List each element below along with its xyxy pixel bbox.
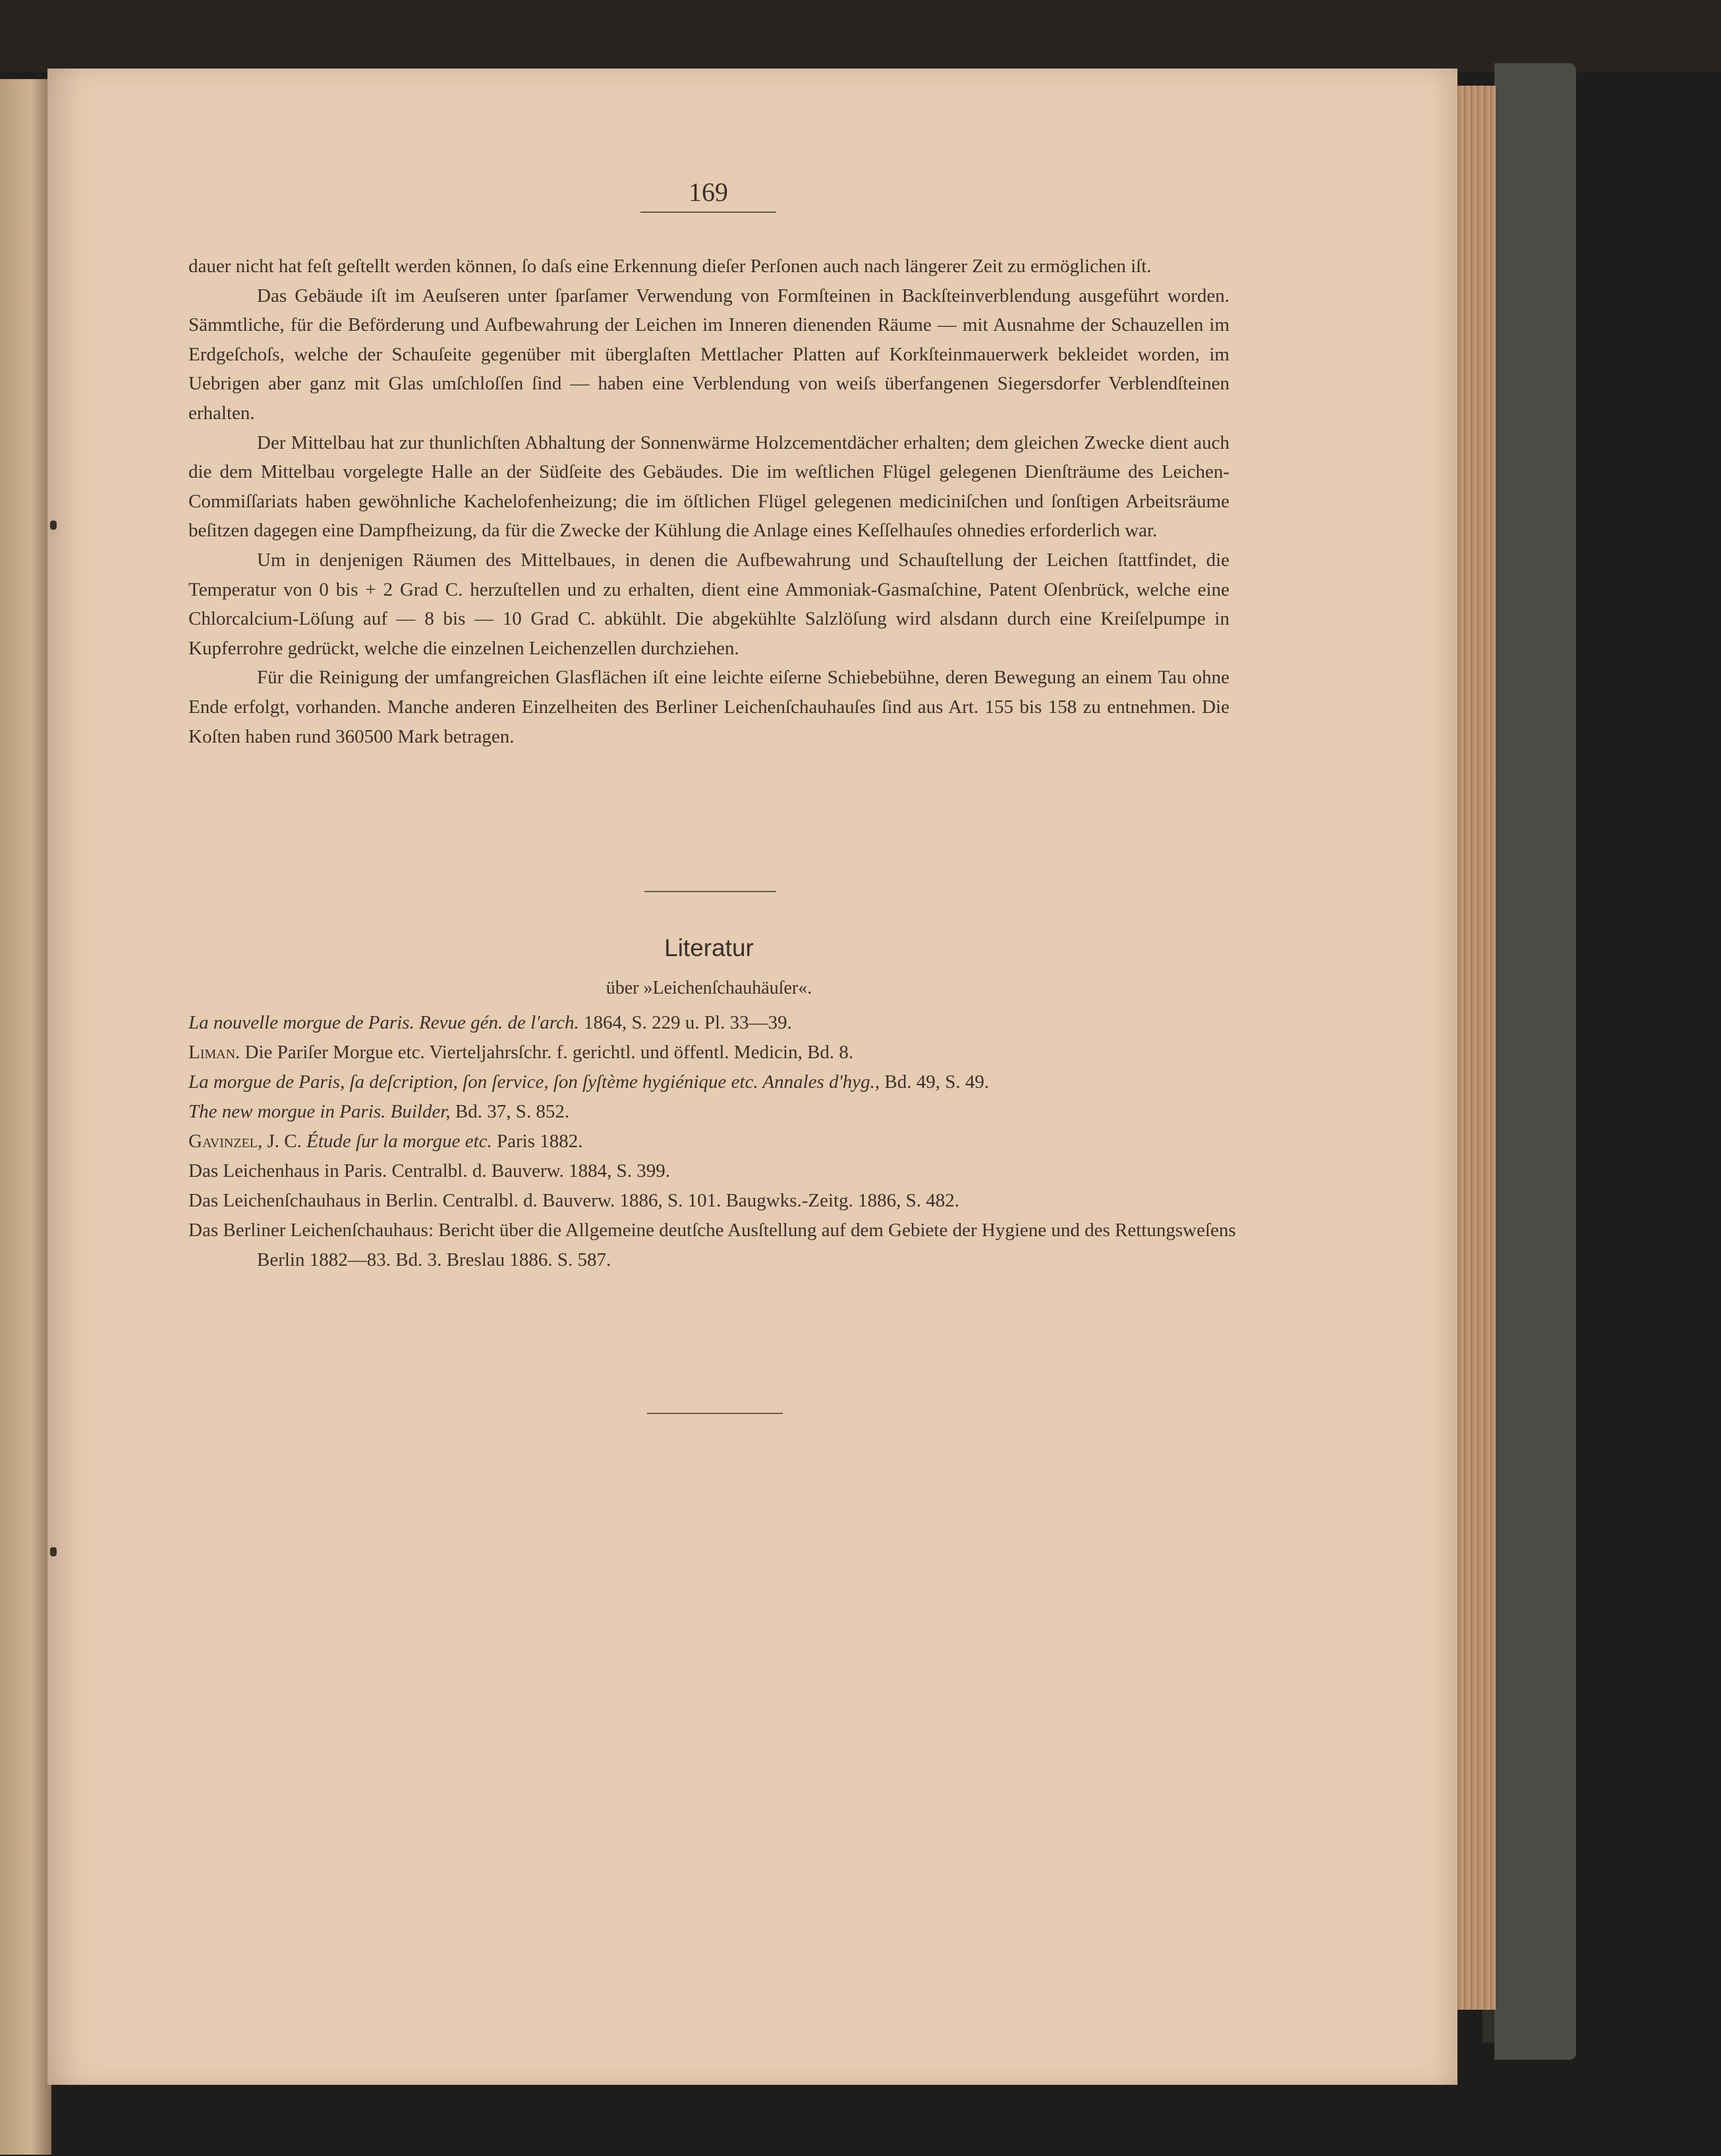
literature-heading: Literatur [664,934,754,961]
literature-subheading: über »Leichenſchauhäuſer«. [606,978,812,998]
book-cover [1494,63,1576,2060]
page-number: 169 [640,177,776,213]
end-divider [647,1413,783,1414]
body-text [188,252,1229,751]
paragraph: Der Mittelbau hat zur thunlichſten Abhaltung der Sonnenwärme Holzcementdächer erhalten; dem gleichen Zwecke dient auch die dem Mittelbau vorgelegte Halle an der Südſeite des Gebäudes. Die im weſtlichen Flügel gelegenen Dienſträume des Leichen-Commiſſariats haben gewöhnliche Kachelofenheizung; die im öſtlichen Flügel gelegenen mediciniſchen und ſonſtigen Arbeitsräume beſitzen dagegen eine Dampfheizung, da für die Zwecke der Kühlung die Anlage eines Keſſelhauſes ohnedies erforderlich war. [188,432,1229,542]
list-item: Das Berliner Leichenſchauhaus: Bericht über die Allgemeine deutſche Ausſtellung auf dem Gebiete der Hygiene und des Rettungsweſens Berlin 1882—83. Bd. 3. Breslau 1886. S. 587. [188,1220,1236,1270]
section-divider [644,891,776,892]
binding-hole [50,1547,57,1556]
scanner-background [0,0,1721,72]
paragraph: Um in denjenigen Räumen des Mittelbaues, in denen die Aufbewahrung und Schauſtellung der Leichen ſtattfindet, die Temperatur von 0 bis + 2 Grad C. herzuſtellen und zu erhalten, dient eine Ammoniak-Gasmaſchine, Patent Oſenbrück, welche eine Chlorcalcium-Löſung auf — 8 bis — 10 Grad C. abkühlt. Die abgekühlte Salzlöſung wird alsdann durch eine Kreiſelpumpe in Kupferrohre gedrückt, welche die einzelnen Leichenzellen durchziehen. [188,549,1229,659]
list-item: Das Leichenhaus in Paris. Centralbl. d. Bauverw. 1884, S. 399. [188,1160,671,1181]
list-item: La nouvelle morgue de Paris. Revue gén. de l'arch. 1864, S. 229 u. Pl. 33—39. [188,1012,792,1033]
list-item: La morgue de Paris, ſa deſcription, ſon ſervice, ſon ſyſtème hygiénique etc. Annales d'hyg., Bd. 49, S. 49. [188,1071,990,1092]
literature-list [188,1008,1243,1275]
paragraph: Das Gebäude iſt im Aeuſseren unter ſparſamer Verwendung von Formſteinen in Backſteinverblendung ausgeführt worden. Sämmtliche, für die Beförderung und Aufbewahrung der Leichen im Inneren dienenden Räume — mit Ausnahme der Schauzellen im Erdgeſchoſs, welche der Schauſeite gegenüber mit überglaſten Mettlacher Platten auf Korkſteinmauerwerk bekleidet worden, im Uebrigen aber ganz mit Glas umſchloſſen ſind — haben eine Verblendung von weiſs überfangenen Siegersdorfer Verblendſteinen erhalten. [188,285,1229,424]
list-item: Gavinzel, J. C. Étude ſur la morgue etc. Paris 1882. [188,1131,583,1152]
binding-hole [50,521,57,530]
list-item: Das Leichenſchauhaus in Berlin. Centralbl. d. Bauverw. 1886, S. 101. Baugwks.-Zeitg. 1886, S. 482. [188,1190,960,1211]
list-item: Liman. Die Pariſer Morgue etc. Vierteljahrsſchr. f. gerichtl. und öffentl. Medicin, Bd. 8. [188,1042,854,1063]
paragraph: dauer nicht hat feſt geſtellt werden können, ſo daſs eine Erkennung dieſer Perſonen auch nach längerer Zeit zu ermöglichen iſt. [188,256,1152,277]
list-item: The new morgue in Paris. Builder, Bd. 37, S. 852. [188,1101,570,1122]
paragraph: Für die Reinigung der umfangreichen Glasflächen iſt eine leichte eiſerne Schiebebühne, deren Bewegung an einem Tau ohne Ende erfolgt, vorhanden. Manche anderen Einzelheiten des Berliner Leichenſchauhauſes ſind aus Art. 155 bis 158 zu entnehmen. Die Koſten haben rund 360500 Mark betragen. [188,667,1229,747]
left-page-edge [0,79,51,2155]
